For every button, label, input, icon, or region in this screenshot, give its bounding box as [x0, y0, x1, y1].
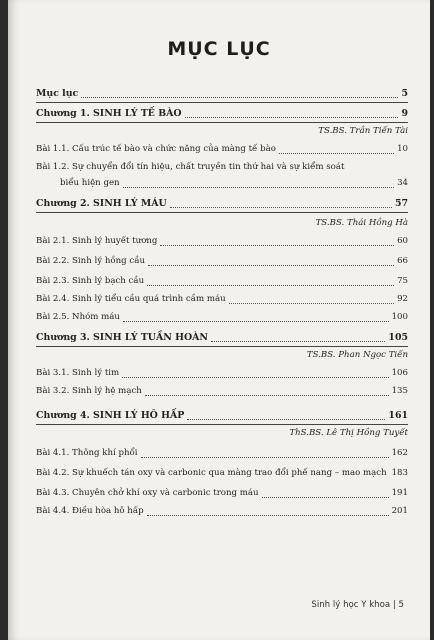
toc-item-title: Bài 4.2. Sự khuếch tán oxy và carbonic qua màng trao đổi phế nang – mao mạch — [36, 468, 387, 478]
toc-chapter-row — [36, 198, 408, 210]
toc-leader-dots — [147, 515, 389, 516]
toc-item-title: Bài 3.2. Sinh lý hệ mạch — [36, 386, 142, 396]
toc-chapter-row — [36, 88, 408, 100]
toc-leader-dots — [122, 377, 389, 378]
toc-page-number: 162 — [391, 448, 408, 458]
chapter-author: TS.BS. Phan Ngọc Tiến — [306, 350, 408, 360]
chapter-author: TS.BS. Thái Hồng Hà — [315, 218, 408, 228]
toc-leader-dots — [279, 153, 394, 154]
page-title: MỤC LỤC — [167, 38, 271, 60]
toc-item-row — [36, 368, 408, 380]
chapter-rule — [36, 424, 408, 425]
toc-chapter-title: Mục lục — [36, 88, 79, 99]
toc-chapter-row — [36, 332, 408, 344]
toc-leader-dots — [123, 187, 394, 188]
toc-page-number: 100 — [391, 312, 408, 322]
toc-item-title: Bài 4.3. Chuyên chở khí oxy và carbonic trong máu — [36, 488, 259, 498]
toc-item-title: Bài 2.2. Sinh lý hồng cầu — [36, 256, 145, 266]
toc-leader-dots — [81, 97, 398, 98]
chapter-rule — [36, 346, 408, 347]
toc-chapter-title: Chương 1. SINH LÝ TẾ BÀO — [36, 108, 182, 119]
toc-item-title: Bài 2.1. Sinh lý huyết tương — [36, 236, 158, 246]
toc-page-number: 9 — [401, 108, 408, 119]
toc-page-number: 201 — [391, 506, 408, 516]
toc-item-title: Bài 2.5. Nhóm máu — [36, 312, 120, 322]
toc-item-row — [36, 448, 408, 460]
toc-page-number: 60 — [397, 236, 408, 246]
toc-page-number: 34 — [397, 178, 408, 188]
toc-item-row — [36, 162, 408, 174]
toc-page-number: 106 — [391, 368, 408, 378]
toc-page-number: 10 — [397, 144, 408, 154]
toc-item-title: Bài 1.2. Sự chuyển đổi tín hiệu, chất truyền tin thứ hai và sự kiểm soát — [36, 162, 345, 172]
toc-page-number: 105 — [388, 332, 408, 343]
toc-item-title: Bài 1.1. Cấu trúc tế bào và chức năng của màng tế bào — [36, 144, 276, 154]
page-footer — [311, 600, 404, 610]
toc-leader-dots — [123, 321, 389, 322]
toc-chapter-title: Chương 4. SINH LÝ HÔ HẤP — [36, 410, 185, 421]
toc-item-row — [36, 256, 408, 268]
toc-leader-dots — [141, 457, 389, 458]
toc-item-title: Bài 2.4. Sinh lý tiểu cầu quá trình cầm máu — [36, 294, 226, 304]
toc-item-title: Bài 3.1. Sinh lý tim — [36, 368, 120, 378]
toc-item-row — [36, 236, 408, 248]
chapter-rule — [36, 212, 408, 213]
toc-page-number: 135 — [391, 386, 408, 396]
toc-leader-dots — [262, 497, 389, 498]
footer-book-title: Sinh lý học Y khoa — [311, 600, 391, 610]
book-page — [8, 0, 430, 640]
toc-item-title: Bài 2.3. Sinh lý bạch cầu — [36, 276, 145, 286]
footer-page-number: 5 — [398, 600, 404, 610]
toc-page-number: 5 — [401, 88, 408, 99]
toc-item-title: biểu hiện gen — [60, 178, 120, 188]
toc-leader-dots — [170, 207, 392, 208]
chapter-author: ThS.BS. Lê Thị Hồng Tuyết — [289, 428, 408, 438]
toc-chapter-row — [36, 108, 408, 120]
toc-leader-dots — [211, 341, 385, 342]
toc-item-title: Bài 4.1. Thông khí phổi — [36, 448, 138, 458]
toc-page-number: 183 — [391, 468, 408, 478]
toc-page-number: 161 — [388, 410, 408, 421]
toc-chapter-title: Chương 2. SINH LÝ MÁU — [36, 198, 167, 209]
toc-leader-dots — [145, 395, 389, 396]
chapter-rule — [36, 102, 408, 103]
toc-item-row — [36, 488, 408, 500]
toc-item-row — [36, 178, 408, 190]
toc-leader-dots — [185, 117, 398, 118]
toc-item-row — [36, 468, 408, 480]
toc-item-row — [36, 294, 408, 306]
toc-page-number: 75 — [397, 276, 408, 286]
toc-leader-dots — [148, 265, 394, 266]
chapter-author: TS.BS. Trần Tiến Tài — [318, 126, 408, 136]
toc-page-number: 92 — [397, 294, 408, 304]
toc-chapter-row — [36, 410, 408, 422]
toc-page-number: 191 — [391, 488, 408, 498]
toc-item-row — [36, 144, 408, 156]
toc-item-row — [36, 312, 408, 324]
toc-item-row — [36, 506, 408, 518]
toc-leader-dots — [147, 285, 394, 286]
toc-item-title: Bài 4.4. Điều hòa hô hấp — [36, 506, 144, 516]
toc-item-row — [36, 276, 408, 288]
toc-page-number: 66 — [397, 256, 408, 266]
toc-leader-dots — [160, 245, 394, 246]
footer-separator: | — [392, 600, 396, 610]
toc-leader-dots — [229, 303, 394, 304]
toc-item-row — [36, 386, 408, 398]
toc-page-number: 57 — [394, 198, 408, 209]
chapter-rule — [36, 122, 408, 123]
toc-leader-dots — [187, 419, 385, 420]
toc-chapter-title: Chương 3. SINH LÝ TUẦN HOÀN — [36, 332, 208, 343]
